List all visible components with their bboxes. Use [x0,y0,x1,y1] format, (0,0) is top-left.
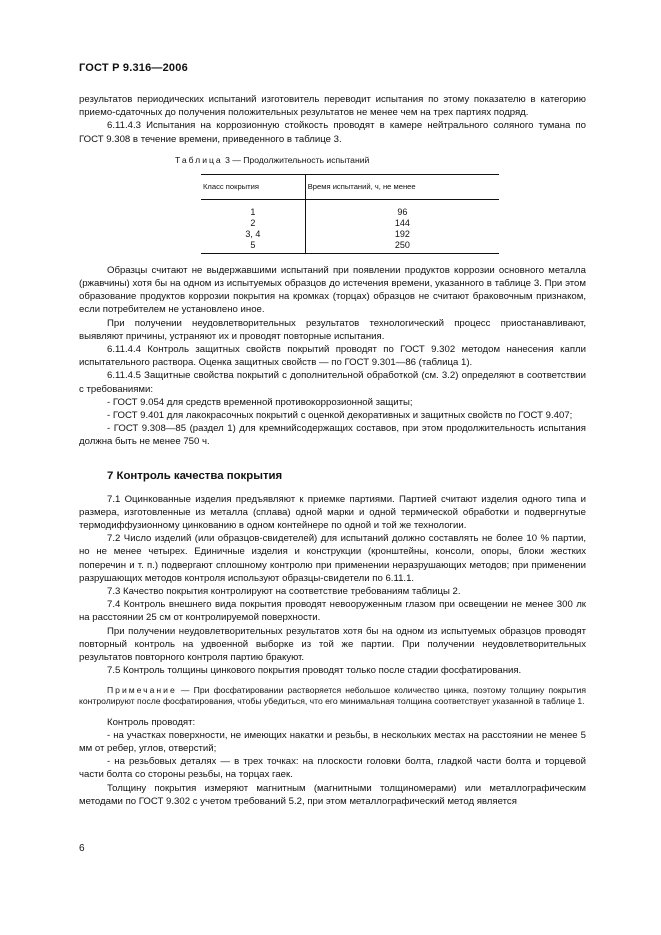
paragraph-7-2: 7.2 Число изделий (или образцов-свидетелей) для испытаний должно составлять не более 10 % партии, но не менее четырех. Единичные изделия и конструкции (кронштейны, консоли, опоры, блоки жестких поперечин и т. п.) подвергают сплошному контролю при применении неразрушающих методов; при применении разрушающих методов контроля используют образцы-свидетели по 6.11.1. [79,533,586,584]
list-item: - ГОСТ 9.054 для средств временной противокоррозионной защиты; [107,396,413,408]
paragraph-7-4: 7.4 Контроль внешнего вида покрытия проводят невооруженным глазом при освещении не менее 300 лк на расстоянии 25 см от контролируемой поверхности. [79,599,586,624]
section-heading: 7 Контроль качества покрытия [107,469,283,482]
cell-class: 2 [250,217,256,228]
table-row [201,229,499,240]
cell-time: 250 [305,240,499,254]
cell-time: 96 [305,199,499,218]
cell-class: 5 [201,240,305,254]
document-header: ГОСТ Р 9.316—2006 [79,62,188,74]
paragraph-samples: Образцы считают не выдержавшими испытаний при появлении продуктов коррозии основного металла (ржавчины) хотя бы на одном из испытуемых образцов до истечения времени, указанного в таблице 3. При этом образование продуктов коррозии покрытия на кромках (торцах) образцов не считают браковочным признаком, если потребителем не установлено иное. [79,264,586,316]
page-body [79,93,586,808]
table-caption-word: Таблица [175,154,223,165]
cell-class: 1 [250,206,256,217]
list-item: - ГОСТ 9.308—85 (раздел 1) для кремнийсодержащих составов, при этом продолжительность испытания должна быть не менее 750 ч. [79,423,586,448]
table-row [201,218,499,229]
list-item: - на участках поверхности, не имеющих накатки и резьбы, в нескольких местах на расстоянии не менее 5 мм от ребер, углов, отверстий; [79,729,586,754]
table-header-row [201,174,499,199]
column-header-class: Класс покрытия [201,174,305,199]
test-duration-table [201,174,499,254]
note-text: — При фосфатировании растворяется небольшое количество цинка, поэтому толщину покрытия контролируют после фосфатирования, чтобы убедиться, что его минимальная толщина соответствует указанной в таблице 1. [79,684,586,706]
paragraph-control: Контроль проводят: [107,716,196,728]
table-row [201,199,499,218]
paragraph-7-4-repeat: При получении неудовлетворительных результатов хотя бы на одном из испытуемых образцов проводят повторный контроль на удвоенной выборке из той же партии. При получении неудовлетворительных результатов повторного контроля партию бракуют. [79,625,586,664]
note [79,685,586,708]
page-number: 6 [79,843,85,854]
table-caption-title: 3 — Продолжительность испытаний [225,154,370,165]
cell-class: 3, 4 [245,228,261,239]
cell-time: 144 [305,218,499,229]
paragraph-6-11-4-5: 6.11.4.5 Защитные свойства покрытий с дополнительной обработкой (см. 3.2) определяют в соответствии с требованиями: [79,370,586,395]
list-item: - ГОСТ 9.401 для лакокрасочных покрытий с оценкой декоративных и защитных свойств по ГОСТ 9.407; [107,410,573,422]
paragraph-unsatisfactory: При получении неудовлетворительных результатов технологический процесс приостанавливают, выявляют причины, устраняют их и проводят повторные испытания. [79,317,586,342]
paragraph: результатов периодических испытаний изготовитель переводит испытания по этому показателю в категорию приемо-сдаточных до получения положительных результатов не менее чем на трех партиях подряд. [79,94,586,119]
paragraph-7-5: 7.5 Контроль толщины цинкового покрытия проводят только после стадии фосфатирования. [107,665,522,677]
paragraph-7-3: 7.3 Качество покрытия контролируют на соответствие требованиям таблицы 2. [107,586,461,598]
paragraph-thickness: Толщину покрытия измеряют магнитным (магнитными толщиномерами) или металлографическим методами по ГОСТ 9.302 с учетом требований 5.2, при этом металлографический метод является [79,782,586,807]
cell-time: 192 [305,229,499,240]
note-label: Примечание [107,684,177,695]
column-header-time: Время испытаний, ч, не менее [305,174,499,199]
table-caption [175,155,586,166]
paragraph-6-11-4-4: 6.11.4.4 Контроль защитных свойств покрытий проводят по ГОСТ 9.302 методом нанесения капли испытательного раствора. Оценка защитных свойств — по ГОСТ 9.301—86 (таблица 1). [79,344,586,369]
paragraph-6-11-4-3: 6.11.4.3 Испытания на коррозионную стойкость проводят в камере нейтрального соляного тумана по ГОСТ 9.308 в течение времени, приведенного в таблице 3. [79,120,586,145]
paragraph-7-1: 7.1 Оцинкованные изделия предъявляют к приемке партиями. Партией считают изделия одного типа и размера, изготовленные из металла (сплава) одной марки и одной термической обработки и подвергнутые термодиффузионному цинкованию в одном контейнере по одной и той же технологии. [79,493,586,532]
list-item: - на резьбовых деталях — в трех точках: на плоскости головки болта, гладкой части болта и торцевой части болта со стороны резьбы, на торцах гаек. [79,756,586,781]
table-row [201,240,499,254]
